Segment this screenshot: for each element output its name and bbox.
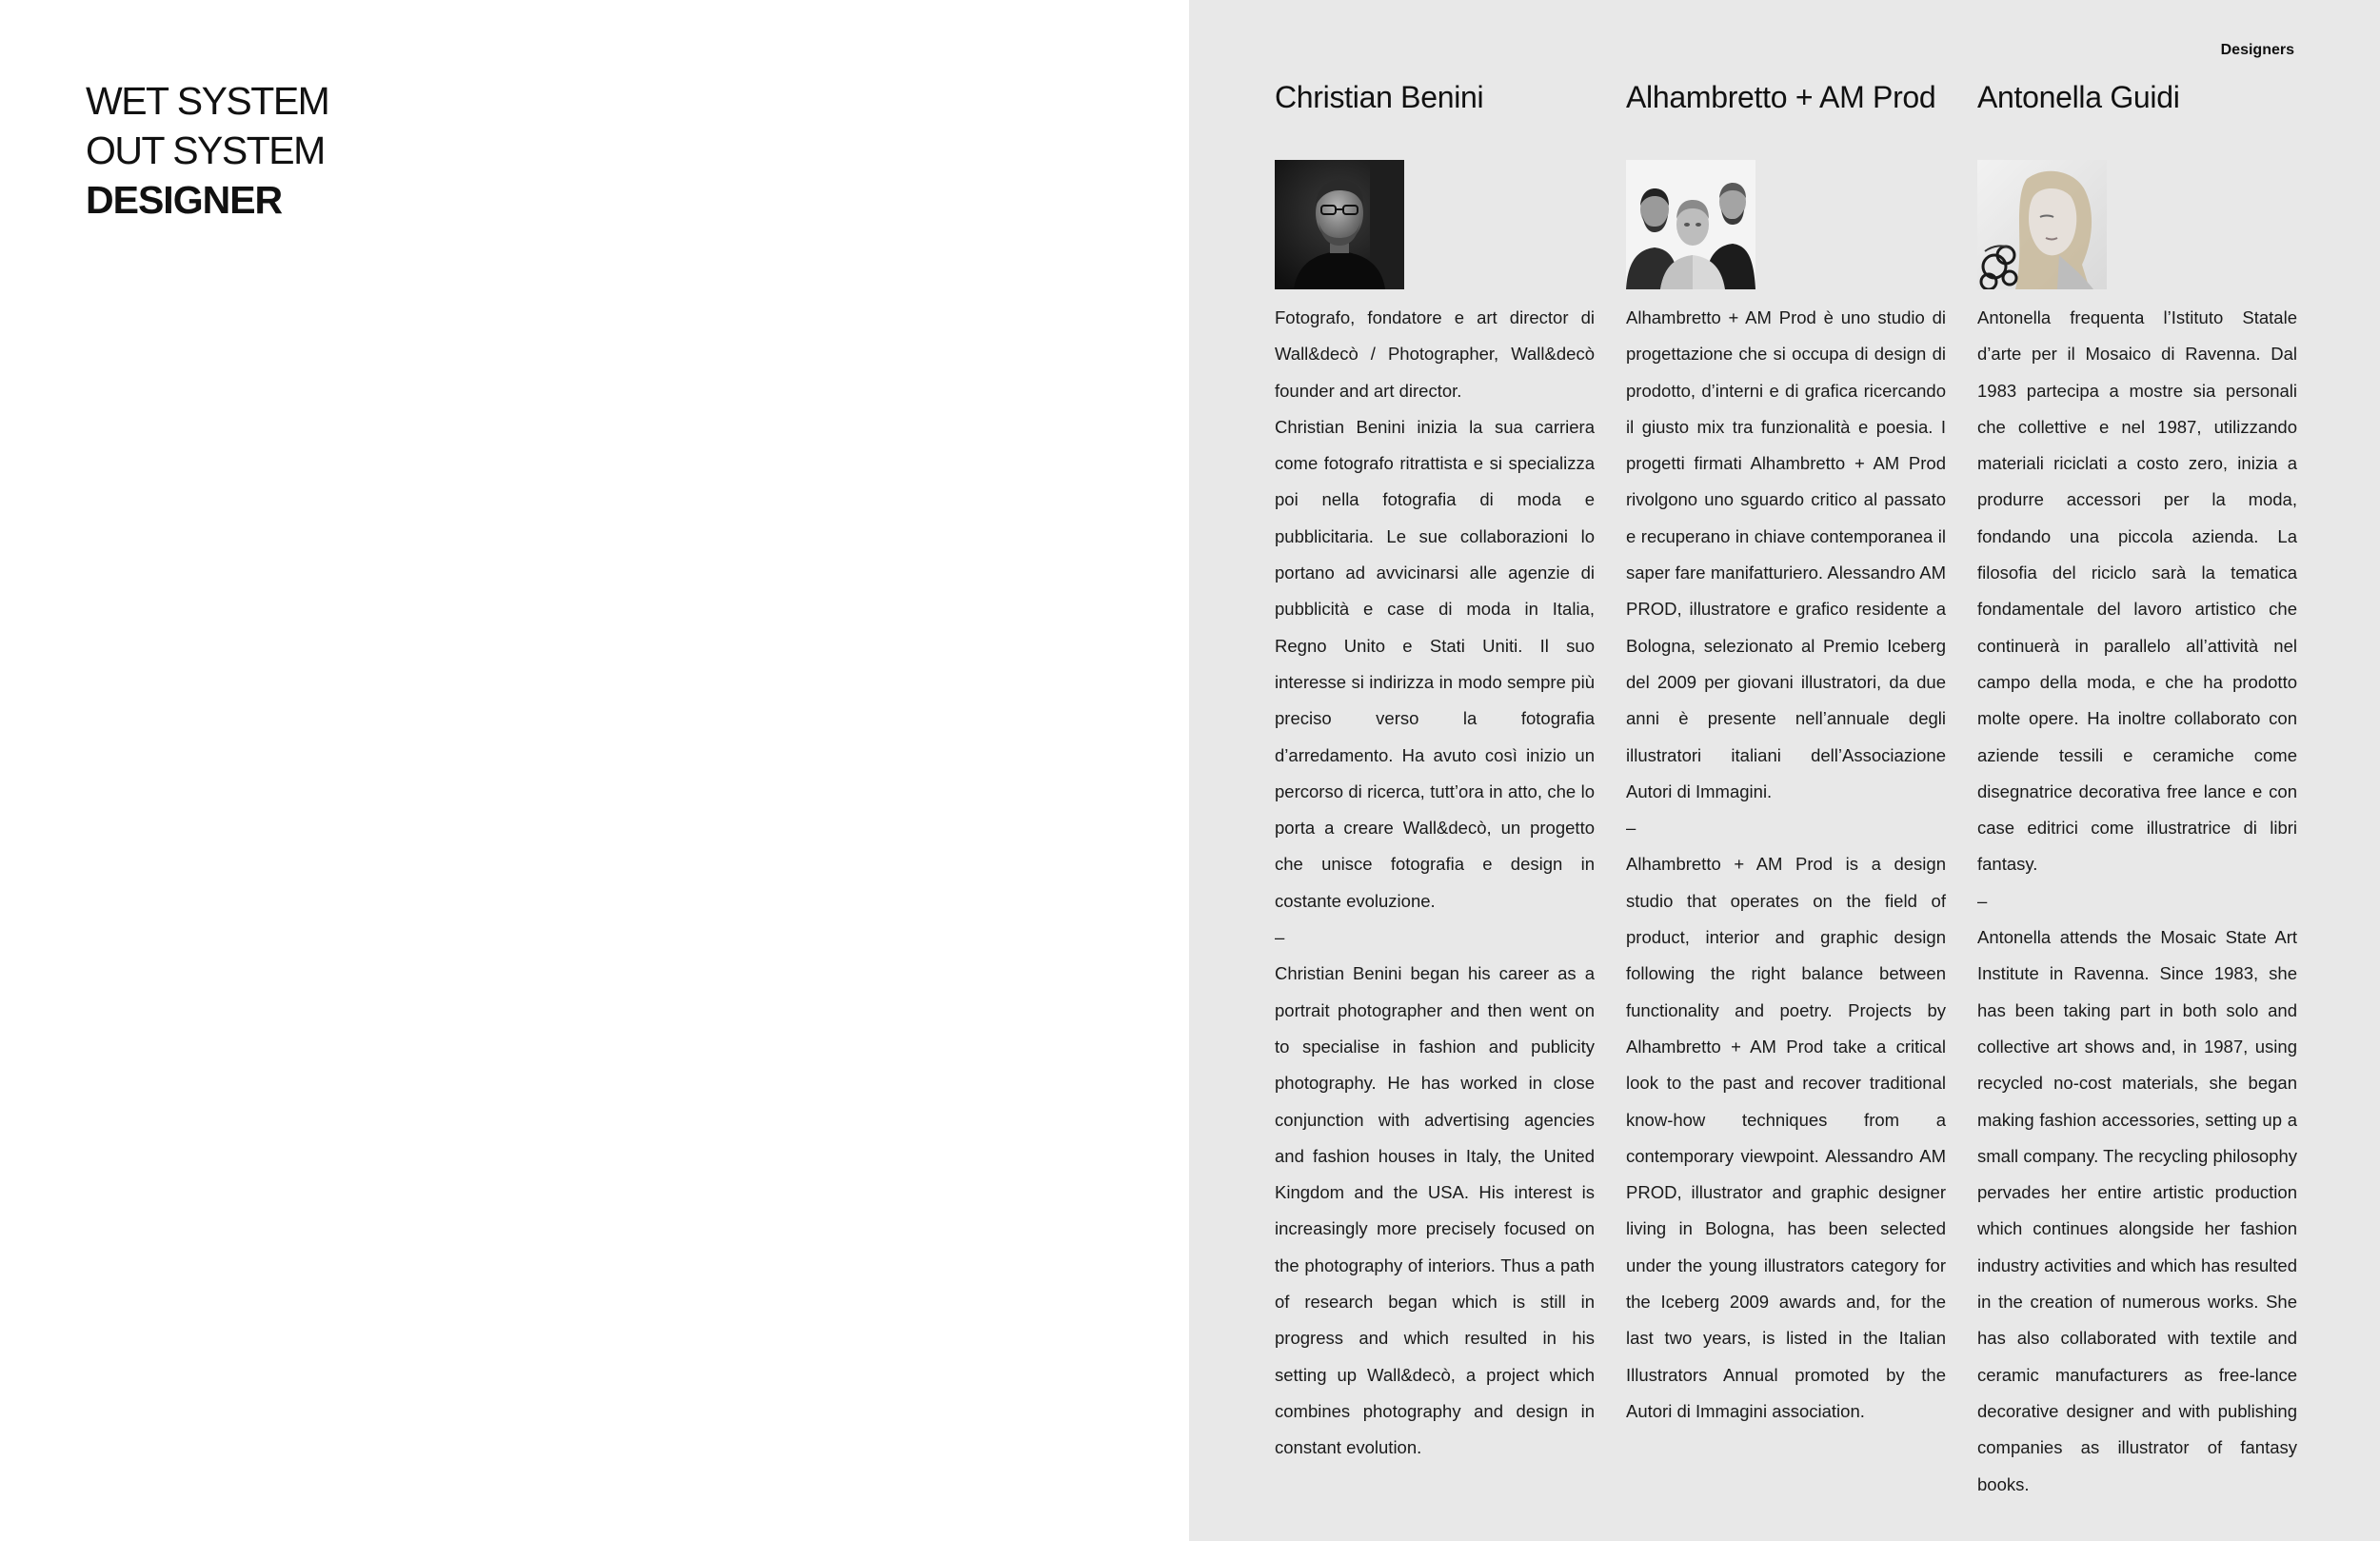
designer-photo-benini bbox=[1275, 160, 1404, 289]
title-line-designer: DESIGNER bbox=[86, 178, 283, 222]
bio-paragraph: Antonella attends the Mosaic State Art Institute in Ravenna. Since 1983, she has been taking part in both solo and collective art shows and, in 1987, using recycled no-cost materials, she began making fashion accessories, setting up a small company. The recycling philosophy pervades her entire artistic production which continues alongside her fashion industry activities and which has resulted in the creation of numerous works. She has also collaborated with textile and ceramic manufacturers as free-lance decorative designer and with publishing companies as illustrator of fantasy books. bbox=[1977, 927, 2297, 1494]
title-line-out-system: OUT SYSTEM bbox=[86, 128, 325, 172]
designer-photo-alhambretto bbox=[1626, 160, 1755, 289]
bio-separator: – bbox=[1977, 890, 1988, 911]
bio-paragraph: Alhambretto + AM Prod is a design studio that operates on the field of product, interior and graphic design following the right balance between functionality and poetry. Projects by Alhambretto + AM Prod take a critical look to the past and recover traditional know-how techniques from a contemporary viewpoint. Alessandro AM PROD, illustrator and graphic designer living in Bologna, has been selected under the young illustrators category for the Iceberg 2009 awards and, for the last two years, is listed in the Italian Illustrators Annual promoted by the Autori di Immagini association. bbox=[1626, 854, 1946, 1421]
designer-column-benini bbox=[1275, 76, 1595, 1467]
bio-separator: – bbox=[1275, 927, 1285, 948]
section-label: Designers bbox=[2220, 42, 2294, 58]
designer-name: Alhambretto + AM Prod bbox=[1626, 80, 1936, 114]
designer-name: Christian Benini bbox=[1275, 80, 1484, 114]
designer-photo-guidi bbox=[1977, 160, 2107, 289]
designer-name: Antonella Guidi bbox=[1977, 80, 2180, 114]
bio-paragraph: Christian Benini began his career as a portrait photographer and then went on to specialise in fashion and publicity photography. He has worked in close conjunction with advertising agencies and fashion houses in Italy, the United Kingdom and the USA. His interest is increasingly more precisely focused on the photography of interiors. Thus a path of research began which is still in progress and which resulted in his setting up Wall&decò, a project which combines photography and design in constant evolution. bbox=[1275, 963, 1595, 1458]
left-page bbox=[0, 0, 1189, 1541]
right-page bbox=[1189, 0, 2380, 1541]
bio-paragraph: Fotografo, fondatore e art director di Wall&decò / Photographer, Wall&decò founder and art director. bbox=[1275, 307, 1595, 401]
bio-separator: – bbox=[1626, 818, 1636, 839]
designer-bio bbox=[1626, 300, 1946, 1430]
designer-bio bbox=[1977, 300, 2297, 1503]
title-line-wet-system: WET SYSTEM bbox=[86, 79, 329, 123]
bio-paragraph: Alhambretto + AM Prod è uno studio di progettazione che si occupa di design di prodotto, d’interni e di grafica ricercando il giusto mix tra funzionalità e poesia. I progetti firmati Alhambretto + AM Prod rivolgono uno sguardo critico al passato e recuperano in chiave contemporanea il saper fare manifatturiero. Alessandro AM PROD, illustratore e grafico residente a Bologna, selezionato al Premio Iceberg del 2009 per giovani illustratori, da due anni è presente nell’annuale degli illustratori italiani dell’Associazione Autori di Immagini. bbox=[1626, 307, 1946, 801]
bio-paragraph: Christian Benini inizia la sua carriera come fotografo ritrattista e si specializza poi nella fotografia di moda e pubblicitaria. Le sue collaborazioni lo portano ad avvicinarsi alle agenzie di pubblicità e case di moda in Italia, Regno Unito e Stati Uniti. Il suo interesse si indirizza in modo sempre più preciso verso la fotografia d’arredamento. Ha avuto così inizio un percorso di ricerca, tutt’ora in atto, che lo porta a creare Wall&decò, un progetto che unisce fotografia e design in costante evoluzione. bbox=[1275, 416, 1595, 911]
page-title bbox=[86, 76, 328, 225]
designer-column-alhambretto bbox=[1626, 76, 1946, 1430]
designer-bio bbox=[1275, 300, 1595, 1467]
bio-paragraph: Antonella frequenta l’Istituto Statale d’arte per il Mosaico di Ravenna. Dal 1983 partecipa a mostre sia personali che collettive e nel 1987, utilizzando materiali riciclati a costo zero, inizia a produrre accessori per la moda, fondando una piccola azienda. La filosofia del riciclo sarà la tematica fondamentale del lavoro artistico che continuerà in parallelo all’attività nel campo della moda, e che ha prodotto molte opere. Ha inoltre collaborato con aziende tessili e ceramiche come disegnatrice decorativa free lance e con case editrici come illustratrice di libri fantasy. bbox=[1977, 307, 2297, 875]
designer-column-guidi bbox=[1977, 76, 2297, 1503]
